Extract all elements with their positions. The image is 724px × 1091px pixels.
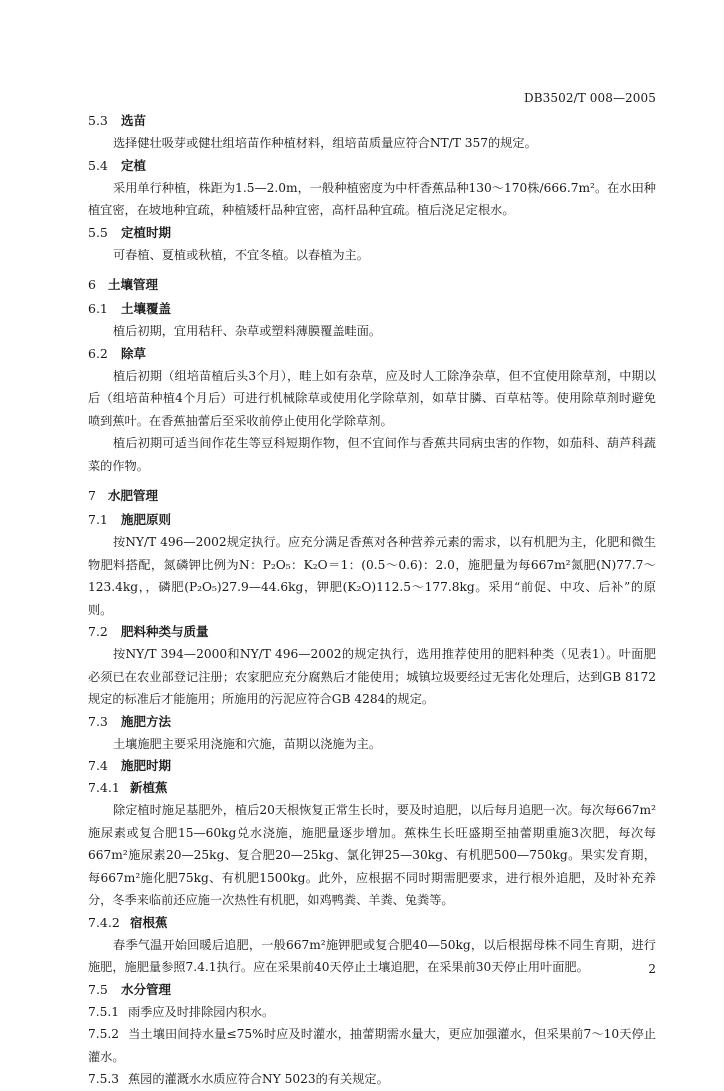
- paragraph: 按NY/T 394—2000和NY/T 496—2002的规定执行，选用推荐使用的肥料种类（见表1）。叶面肥必须已在农业部登记注册；农家肥应充分腐熟后才能使用；城镇垃圾要经过无害化处理后，达到GB 8172规定的标准后才能施用；所施用的污泥应符合GB 4284的规定。: [88, 647, 656, 706]
- section-title: 选苗: [121, 113, 147, 128]
- section-number: 7.1: [88, 512, 108, 527]
- paragraph: 春季气温开始回暖后追肥，一般667m²施钾肥或复合肥40—50kg，以后根据母株不同生育期，进行施肥，施肥量参照7.4.1执行。应在采果前40天停止土壤追肥，在采果前30天停止用叶面肥。: [88, 937, 656, 974]
- section-heading: [88, 222, 656, 244]
- document-body: [88, 110, 656, 1091]
- paragraph: 采用单行种植，株距为1.5—2.0m，一般种植密度为中杆香蕉品种130～170株/666.7m²。在水田种植宜密，在坡地种宜疏，种植矮杆品种宜密，高杆品种宜疏。植后浇足定根水。: [88, 180, 656, 217]
- item-text: 蕉园的灌溉水水质应符合NY 5023的有关规定。: [128, 1072, 389, 1086]
- chapter-heading: [88, 274, 656, 296]
- section-heading: [88, 711, 656, 733]
- section-number: 7.5: [88, 981, 108, 997]
- subsection-number: 7.4.2: [88, 914, 120, 930]
- paragraph: 选择健壮吸芽或健壮组培苗作种植材料，组培苗质量应符合NT/T 357的规定。: [113, 136, 537, 150]
- section-title: 施肥方法: [121, 713, 172, 729]
- item-number: 7.5.2: [88, 1027, 120, 1041]
- paragraph: 植后初期，宜用秸秆、杂草或塑料薄膜覆盖畦面。: [113, 324, 382, 338]
- paragraph: 土壤施肥主要采用浇施和穴施，苗期以浇施为主。: [113, 736, 382, 751]
- item-number: 7.5.1: [88, 1004, 120, 1019]
- section-title: 定植时期: [121, 224, 172, 240]
- section-heading: [88, 979, 656, 1001]
- section-heading: [88, 343, 656, 365]
- section-heading: [88, 110, 656, 132]
- section-heading: [88, 755, 656, 777]
- chapter-number: 6: [88, 277, 96, 292]
- section-number: 7.2: [88, 624, 108, 639]
- chapter-number: 7: [88, 488, 96, 503]
- section-heading: [88, 621, 656, 643]
- paragraph: 按NY/T 496—2002规定执行。应充分满足香蕉对各种营养元素的需求，以有机肥为主，化肥和微生物肥料搭配，氮磷钾比例为N：P₂O₅：K₂O＝1：(0.5～0.6)：2.0，施肥量为每667m²氮肥(N)77.7～123.4kg，，磷肥(P₂O₅)27.9—44.6kg，钾肥(K₂O)112.5～177.8kg。采用“前促、中攻、后补”的原则。: [88, 535, 656, 617]
- numbered-item: [88, 1001, 656, 1024]
- section-title: 施肥原则: [121, 512, 172, 527]
- numbered-item: [88, 1023, 656, 1068]
- page-number: 2: [648, 962, 656, 976]
- paragraph: 植后初期可适当间作花生等豆科短期作物，但不宜间作与香蕉共同病虫害的作物，如茄科、葫芦科蔬菜的作物。: [88, 436, 656, 473]
- section-title: 施肥时期: [121, 758, 172, 773]
- paragraph: 可春植、夏植或秋植，不宜冬植。以春植为主。: [113, 247, 369, 262]
- subsection-title: 宿根蕉: [130, 914, 168, 930]
- item-number: 7.5.3: [88, 1072, 120, 1086]
- section-number: 7.3: [88, 713, 108, 729]
- section-title: 土壤覆盖: [121, 301, 172, 316]
- numbered-item: [88, 1068, 656, 1091]
- section-title: 定植: [121, 157, 147, 173]
- paragraph: 植后初期（组培苗植后头3个月），畦上如有杂草，应及时人工除净杂草，但不宜使用除草剂，中期以后（组培苗种植4个月后）可进行机械除草或使用化学除草剂，如草甘膦、百草枯等。使用除草剂时避免喷到蕉叶。在香蕉抽蕾后至采收前停止使用化学除草剂。: [88, 368, 656, 428]
- section-heading: [88, 298, 656, 320]
- section-title: 肥料种类与质量: [121, 624, 209, 639]
- section-number: 6.2: [88, 345, 108, 361]
- section-number: 5.4: [88, 157, 108, 173]
- section-heading: [88, 509, 656, 531]
- paragraph: 除定植时施足基肥外，植后20天根恢复正常生长时，要及时追肥，以后每月追肥一次。每次每667m²施尿素或复合肥15—60kg兑水浇施，施肥量逐步增加。蕉株生长旺盛期至抽蕾期重施3次肥，每次每667m²施尿素20—25kg、复合肥20—25kg、氯化钾25—30kg、有机肥500—750kg。果实发育期，每667m²施化肥75kg、有机肥1500kg。此外，应根据不同时期需肥要求，进行根外追肥，及时补充养分，冬季来临前还应施一次热性有机肥，如鸡鸭粪、羊粪、兔粪等。: [88, 803, 656, 907]
- item-text: 当土壤田间持水量≤75%时应及时灌水，抽蕾期需水量大，更应加强灌水，但采果前7～10天停止灌水。: [88, 1027, 656, 1064]
- item-text: 雨季应及时排除园内积水。: [128, 1004, 275, 1019]
- section-number: 5.5: [88, 224, 108, 240]
- section-number: 7.4: [88, 758, 108, 773]
- section-heading: [88, 155, 656, 177]
- chapter-title: 土壤管理: [108, 277, 159, 292]
- section-title: 除草: [121, 345, 147, 361]
- section-title: 水分管理: [121, 981, 172, 997]
- chapter-heading: [88, 485, 656, 507]
- section-number: 6.1: [88, 301, 108, 316]
- subsection-title: 新植蕉: [130, 780, 168, 795]
- chapter-title: 水肥管理: [108, 488, 159, 503]
- standard-code: DB3502/T 008—2005: [524, 91, 656, 105]
- subsection-heading: [88, 777, 656, 799]
- section-number: 5.3: [88, 113, 108, 128]
- subsection-number: 7.4.1: [88, 780, 120, 795]
- subsection-heading: [88, 912, 656, 934]
